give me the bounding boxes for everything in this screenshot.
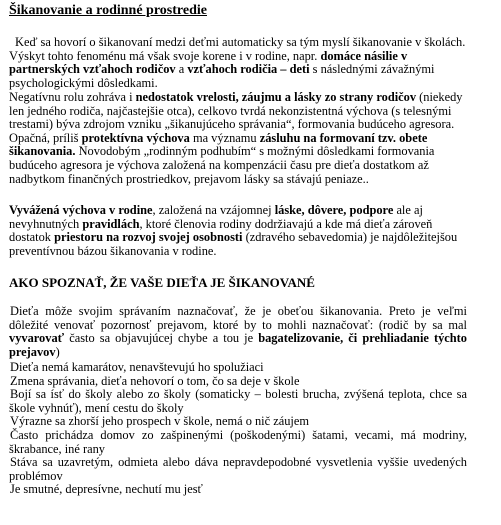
document-title: Šikanovanie a rodinné prostredie (9, 3, 207, 18)
bold-span: protektívna výchova (81, 130, 190, 145)
paragraph-signs-intro (9, 305, 467, 359)
text-span: ma významu (192, 130, 257, 145)
sign-item: Je smutné, depresívne, nechutí mu jesť (10, 482, 203, 497)
text-span: ale aj nevyhnutných (9, 203, 423, 231)
text-span: ) (55, 344, 60, 359)
bold-span: zásluhu na formovaní tzv. obete šikanovania. (9, 130, 428, 159)
section-heading: AKO SPOZNAŤ, ŽE VAŠE DIEŤA JE ŠIKANOVANÉ (9, 275, 315, 290)
bold-span: bagatelizovanie, či prehliadanie týchto prejavov (9, 331, 467, 359)
sign-item: Výrazne sa zhorší jeho prospech v škole, nemá o nič záujem (10, 414, 309, 429)
text-span: Novodobým „rodinným podhubím“ s možnými dôsledkami formovania budúceho agresora je výchova založená na kompenzácii času pre dieťa dostatkom až nadbytkom finančných prostriedkov, prejavom lásky sa stávajú peniaze.. (9, 144, 435, 186)
text-span: s následnými závažnými psychologickými dôsledkami. (9, 62, 435, 90)
bold-span: láske, dôvere, podpore (274, 203, 394, 217)
sign-item: Často prichádza domov zo zašpinenými (poškodenými) šatami, vecami, má modriny, škrabance, iné rany (9, 427, 467, 456)
bold-span: vyvarovať (9, 331, 65, 346)
signs-list (9, 361, 467, 497)
text-span: (zdravého sebavedomia) je najdôležitejšou preventívnou bázou šikanovania v rodine. (9, 230, 458, 258)
sign-item: Dieťa nemá kamarátov, nenavštevujú ho spolužiaci (10, 360, 264, 374)
text-span: a (178, 62, 185, 77)
bold-span: vzťahoch rodičia – deti (187, 62, 310, 77)
bold-span: Vyvážená výchova v rodine (9, 203, 153, 217)
bold-span: domáce násilie v partnerských vzťahoch rodičov (9, 48, 408, 77)
sign-item: Zmena správania, dieťa nehovorí o tom, čo sa deje v škole (10, 373, 300, 388)
text-span: Negatívnu rolu zohráva i (9, 90, 133, 104)
text-span: , založená na vzájomnej (152, 203, 272, 217)
sign-item: Stáva sa uzavretým, odmieta alebo dáva nepravdepodobné vysvetlenia vyššie uvedených problémov (9, 455, 467, 483)
bold-span: priestoru na rozvoj svojej osobnosti (54, 230, 243, 245)
bold-span: nedostatok vrelosti, záujmu a lásky zo strany rodičov (135, 90, 417, 104)
paragraph-balanced-upbringing (9, 204, 467, 258)
paragraph-family-roots (9, 36, 467, 90)
bold-span: pravidlách (82, 216, 140, 231)
text-span: , ktoré členovia rodiny dodržiavajú a kde má dieťa zároveň dostatok (9, 216, 433, 245)
paragraph-negative-role (9, 91, 467, 186)
text-span: (niekedy len jedného rodiča, najčastejšie otca), celkovo tvrdá nekonzistentná výchova (s telesnými trestami) býva zdrojom vzniku „šikanujúceho správania“, formovania budúceho agresora. Opačná, príliš (9, 90, 463, 145)
text-span: často sa objavujúcej chybe a tou je (69, 331, 254, 346)
text-span: Keď sa hovorí o šikanovaní medzi deťmi automaticky sa tým myslí šikanovanie v školách. Výskyt tohto fenoménu má však svoje korene i v rodine, napr. (9, 35, 466, 63)
text-span: Dieťa môže svojim správaním naznačovať, že je obeťou šikanovania. Preto je veľmi dôležité venovať pozornosť prejavom, ktoré by to mohli naznačovať: (rodič by sa mal (9, 304, 467, 332)
sign-item: Bojí sa ísť do školy alebo zo školy (somaticky – bolesti brucha, zvýšená teplota, chce sa škole vyhnúť), mení cestu do školy (9, 387, 467, 415)
